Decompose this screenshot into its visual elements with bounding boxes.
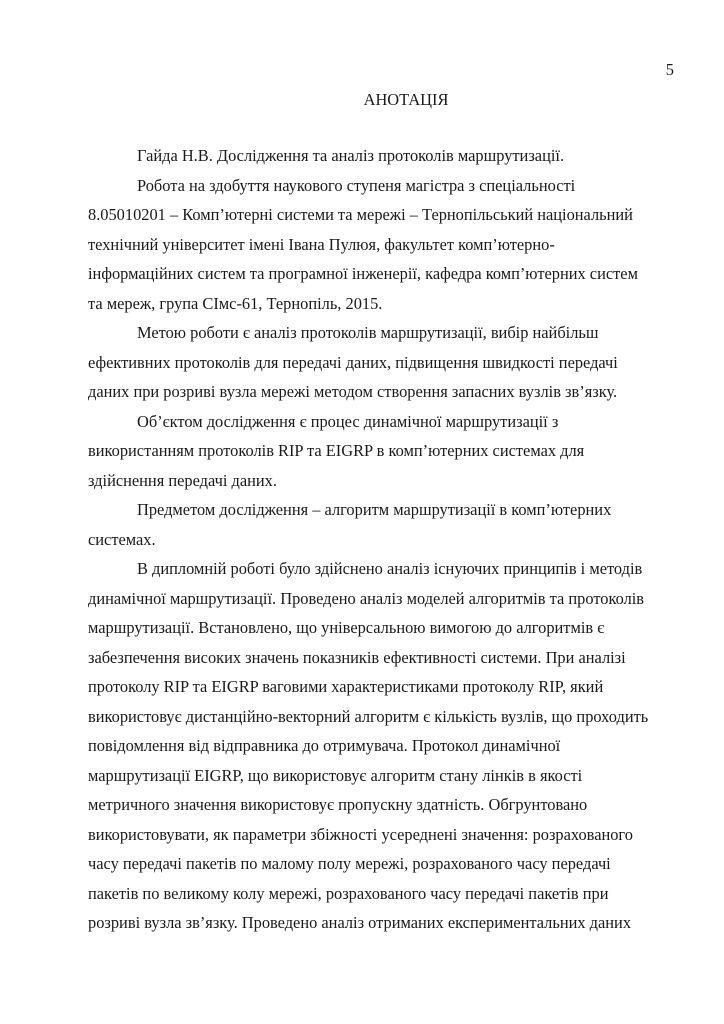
text-line: пакетів по великому колу мережі, розрахованого часу передачі пакетів при bbox=[88, 883, 609, 903]
text-line: В дипломній роботі було здійснено аналіз існуючих принципів і методів bbox=[137, 559, 643, 578]
text-line: Робота на здобуття наукового ступеня магістра з спеціальності bbox=[137, 175, 576, 195]
text-line: ефективних протоколів для передачі даних, підвищення швидкості передачі bbox=[88, 352, 618, 372]
text-line: часу передачі пакетів по малому полу мережі, розрахованого часу передачі bbox=[88, 854, 611, 873]
text-line: використанням протоколів RIP та EIGRP в комп’ютерних системах для bbox=[88, 441, 585, 460]
text-line: 8.05010201 – Комп’ютерні системи та мережі – Тернопільський національний bbox=[88, 205, 633, 224]
text-line: здійснення передачі даних. bbox=[88, 470, 277, 490]
text-line: використовує дистанційно-векторний алгоритм є кількість вузлів, що проходить bbox=[88, 706, 649, 726]
text-line: даних при розриві вузла мережі методом створення запасних вузлів зв’язку. bbox=[88, 382, 618, 401]
text-line: маршрутизації EIGRP, що використовує алгоритм стану лінків в якості bbox=[88, 765, 583, 785]
page-number: 5 bbox=[665, 60, 674, 79]
text-line: системах. bbox=[88, 529, 156, 549]
text-line: Метою роботи є аналіз протоколів маршрутизації, вибір найбільш bbox=[137, 323, 599, 342]
text-line: Об’єктом дослідження є процес динамічної маршрутизації з bbox=[137, 411, 559, 431]
text-line: забезпечення високих значень показників ефективності системи. При аналізі bbox=[88, 647, 626, 667]
text-line: та мереж, група СІмс-61, Тернопіль, 2015. bbox=[88, 293, 383, 313]
text-line: інформаційних систем та програмної інженерії, кафедра комп’ютерних систем bbox=[88, 264, 638, 283]
text-line: метричного значення використовує пропускну здатність. Обгрунтовано bbox=[88, 795, 588, 814]
text-line: Предметом дослідження – алгоритм маршрутизації в комп’ютерних bbox=[137, 500, 612, 519]
text-line: протоколу RIP та EIGRP ваговими характеристиками протоколу RIP, який bbox=[88, 677, 604, 696]
text-line: технічний університет імені Івана Пулюя, факультет комп’ютерно- bbox=[88, 234, 555, 254]
page-title: АНОТАЦІЯ bbox=[363, 90, 449, 109]
abstract-body bbox=[88, 141, 678, 938]
text-line: розриві вузла зв’язку. Проведено аналіз отриманих експериментальних даних bbox=[88, 913, 632, 932]
text-line: маршрутизації. Встановлено, що універсальною вимогою до алгоритмів є bbox=[88, 618, 605, 637]
text-line: динамічної маршрутизації. Проведено аналіз моделей алгоритмів та протоколів bbox=[88, 588, 645, 608]
text-line: повідомлення від відправника до отримувача. Протокол динамічної bbox=[88, 736, 561, 755]
text-line: використовувати, як параметри збіжності усереднені значення: розрахованого bbox=[88, 824, 633, 844]
text-line: Гайда Н.В. Дослідження та аналіз протоколів маршрутизації. bbox=[137, 146, 565, 165]
